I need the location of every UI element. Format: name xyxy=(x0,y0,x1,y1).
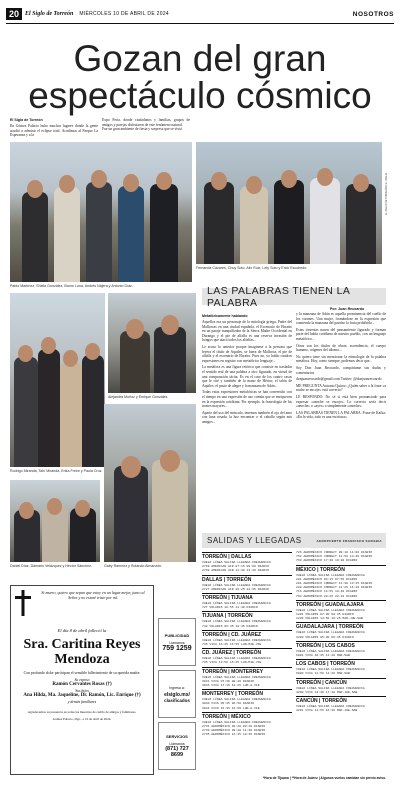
flight-route-heading: MONTERREY | TORREÓN xyxy=(202,689,292,697)
flight-route-heading: GUADALAJARA | TORREÓN xyxy=(296,622,386,630)
ad2-line1: elsiglo.mx/ xyxy=(164,691,190,698)
article-col2-p2: Fue un gran ambiente de fiesta y sorpresa que se vivió. xyxy=(102,127,183,132)
flight-route-heading: TORREÓN | DALLAS xyxy=(202,552,292,560)
article-col2 xyxy=(102,118,190,132)
flight-row: VUELO LÍNEA SALIDA LLEGADA FRECUENCIA xyxy=(202,719,271,724)
flight-row: 742 VOLARIS 06:45 10:45 DIARIO xyxy=(202,623,258,628)
caption-top-right: Fernanda Cázares, Chuy Soto, Alix Ruiz, Lety Soto y Erick Escobedo. xyxy=(196,266,308,270)
column-p13: LAS PALABRAS TIENEN LA PALABRA. Frase de Kafka: «En la vida, todo es una escritura» xyxy=(296,410,386,420)
caption-mid-right: Alejandra Muñoz y Enrique González. xyxy=(108,395,169,399)
column-banner: LAS PALABRAS TIENEN LA PALABRA xyxy=(202,288,386,305)
section-name: NOSOTROS xyxy=(352,10,394,18)
column-p6: y la manzana de Adán es aquella prominencia del cuello de los varones. Una mujer, formándose en la expresión que comiendo la manzana del paraíso la fruta prohibida... xyxy=(296,312,386,326)
flight-row: 735 VIVA 13:50 15:25 LUN-MIE-VIE xyxy=(202,660,262,665)
column-right xyxy=(296,312,386,420)
caption-left-column: Rodrigo Miranda, Tahí Miranda, Erika Freire y Paola Cruz. xyxy=(10,469,103,473)
flight-row: 2769 AMERICAN AIR 11:30 13:10 DIARIO xyxy=(202,568,269,573)
flight-row: 3040 VIVA 05:35 06:50 DIARIO xyxy=(202,701,254,706)
flights-source: AEROPUERTO FRANCISCO SARABIA xyxy=(316,538,382,543)
obituary-text4: Sus hijos xyxy=(75,689,89,693)
flights-left-column xyxy=(202,550,292,772)
flight-row: 784 AEROMÉXICO 20:25 22:10 DIARIO xyxy=(296,593,358,598)
column-email[interactable]: donjuanrecoardo@gmail.com Twitter: @donjuanrecoardo xyxy=(296,377,382,382)
flight-row: VUELO LÍNEA SALIDA LLEGADA FRECUENCIA xyxy=(202,582,271,587)
page-header xyxy=(6,6,394,22)
flight-route-heading: TORREÓN | CANCÚN xyxy=(296,678,386,686)
flight-row: 288 AEROMÉXICO CONNECT 14:25 16:10 DIARIO xyxy=(296,585,373,590)
ad1-line1: Llámanos xyxy=(169,640,185,645)
flight-row: 6080 VIVA 11:50 14:20 MAR-SAB xyxy=(296,671,350,676)
obituary-notice xyxy=(10,585,154,775)
flight-row: VUELO LÍNEA SALIDA LLEGADA FRECUENCIA xyxy=(296,685,365,690)
column-left xyxy=(202,320,292,424)
flight-row: 6081 VIVA 10:35 11:10 MAR-SAB xyxy=(296,653,350,658)
flight-route-heading: TORREÓN | CD. JUÁREZ xyxy=(202,630,292,638)
obituary-text6: y demás familiares xyxy=(67,700,97,704)
flights-right-column xyxy=(296,550,386,772)
article-col2-p1: Expo Feria, donde ciudadanos y familias, grupos de amigos y parejas disfrutaron de este fenómeno natural. xyxy=(102,118,190,127)
flight-row: VUELO LÍNEA SALIDA LLEGADA FRECUENCIA xyxy=(202,619,271,624)
masthead: El Siglo de Torreón xyxy=(25,11,74,17)
flight-route-heading: TIJUANA | TORREÓN xyxy=(202,611,292,619)
obituary-text5: Ana Hilda, Ma. Jaqueline, Dr. Ramón, Lic. Enrique (†) xyxy=(23,693,141,698)
headline: Gozan del gran espectáculo cósmico xyxy=(28,38,372,116)
obituary-quote: Si muero, quiero que sepan que estoy en un lugar mejor, junto al Señor y no estaré triste por mí. xyxy=(41,590,145,600)
column-p9: No quiero irme sin mencionar la etimología de la palabra metáfora. Hoy, como siempre, podemos decir que... xyxy=(296,354,386,364)
flight-row: VUELO LÍNEA SALIDA LLEGADA FRECUENCIA xyxy=(202,637,271,642)
photo-group-2 xyxy=(196,142,382,264)
column-p7: Estas travesías nacen del pensamiento figurado y forman parte del habla cotidiana de nuestro pueblo, con un lenguaje metafórico... xyxy=(296,327,386,341)
column-p11: ME PREGUNTA Antonio Quiroz: ¿Quién saber o la frase «a nuche se encoje» está correcto? xyxy=(296,383,386,393)
flight-row: VUELO LÍNEA SALIDA LLEGADA FRECUENCIA xyxy=(296,607,365,612)
ad2-line2: clasificados xyxy=(164,697,190,703)
photo-group-6 xyxy=(104,404,196,562)
flight-route-heading: TORREÓN | MONTERREY xyxy=(202,667,292,675)
flight-row: 2733 AEROMÉXICO 09:40 11:30 DIARIO xyxy=(202,728,266,733)
caption-bottom-left: Daniel Díaz, Dámaris Velázquez y Héctor Sánchez. xyxy=(10,564,92,568)
flight-row: 4291 VIVA 14:55 16:30 MAR-JUE-SAB xyxy=(296,708,358,713)
flight-route-heading: MÉXICO | TORREÓN xyxy=(296,565,386,573)
flight-row: 2769 AMERICAN AIR 07:15 09:00 DIARIO xyxy=(202,564,269,569)
flight-row: 763 AEROMÉXICO 17:30 19:20 DIARIO xyxy=(296,558,358,563)
column-p10: Soy Don Juan Recoardo, compártame sus dudas y comentarios. xyxy=(296,365,386,375)
flight-row: VUELO LÍNEA SALIDA LLEGADA FRECUENCIA xyxy=(202,697,271,702)
photo-group-3 xyxy=(10,293,105,467)
flight-route-heading: TORREÓN | LOS CABOS xyxy=(296,641,386,649)
flight-row: 2731 AEROMÉXICO 06:20 08:10 DIARIO xyxy=(202,724,266,729)
flight-row: 3041 VIVA 07:30 08:40 DIARIO xyxy=(202,678,254,683)
ad1-phone: 759 1259 xyxy=(162,644,192,652)
flight-route-heading: LOS CABOS | TORREÓN xyxy=(296,659,386,667)
flight-row: 3044 VIVA 15:35 16:50 LUN-A-VIE xyxy=(202,705,260,710)
obituary-text3: Ramón Cervantes Rosas (†) xyxy=(52,682,112,687)
flight-row: VUELO LÍNEA SALIDA LLEGADA FRECUENCIA xyxy=(202,601,271,606)
column-p5: Aparte del uso del músculo, tenemos también el ojo del amo con luna rosada, la hoz encontrar o el caballo según mis amigos... xyxy=(202,410,292,424)
flight-row: 726 AEROMÉXICO CONNECT 09:10 11:00 DIARIO xyxy=(296,550,373,554)
ad-publicidad[interactable] xyxy=(158,618,196,666)
ad3-phone: (871) 727 8699 xyxy=(165,746,189,758)
ad3-line1: Llámanos xyxy=(169,742,185,746)
flight-row: VUELO LÍNEA SALIDA LLEGADA FRECUENCIA xyxy=(296,572,365,577)
flight-route-heading: TORREÓN | TIJUANA xyxy=(202,593,292,601)
flight-row: 2727 AMERICAN AIR 20:25 22:35 DIARIO xyxy=(202,586,269,591)
article-col1: En Gómez Palacio hubo muchos lugares donde la gente acudió a admirar el eclipse total. Acudimos al Parque La Esperanza y a la xyxy=(10,124,98,138)
obituary-text1: Con profundo dolor participan el sensible fallecimiento de su querida madre. xyxy=(23,671,141,675)
page-date: MIÉRCOLES 10 DE ABRIL DE 2024 xyxy=(79,11,169,17)
obituary-text8: Gómez Palacio, Dgo., a 10 de abril de 2024. xyxy=(52,717,112,721)
column-author: Por: Juan Recoardo xyxy=(330,307,365,311)
cross-icon xyxy=(15,590,31,616)
flight-row: VUELO LÍNEA SALIDA LLEGADA FRECUENCIA xyxy=(202,560,271,564)
flight-route-heading: TORREÓN | MÉXICO xyxy=(202,712,292,720)
flight-row: 716 AEROMÉXICO 16:55 18:40 DIARIO xyxy=(296,589,358,594)
flight-row: VUELO LÍNEA SALIDA LLEGADA FRECUENCIA xyxy=(296,630,365,635)
flights-banner xyxy=(202,533,386,548)
flight-row: 1283 VOLARIS 14:50 16:25 MAR-JUE-SAB xyxy=(296,616,363,621)
photo-credit: EL SIGLO DE TORREÓN / EL SIGLO xyxy=(385,173,388,215)
flight-route-heading: TORREÓN | GUADALAJARA xyxy=(296,600,386,608)
flight-row: 727 VOLARIS 10:55 11:40 DIARIO xyxy=(202,605,258,610)
flight-row: 1281 VOLARIS 07:00 08:35 DIARIO xyxy=(296,612,354,617)
flight-route-heading: DALLAS | TORREÓN xyxy=(202,575,292,583)
flight-row: 3045 VIVA 17:15 18:25 LUN-A-VIE xyxy=(202,683,260,688)
flight-row: 281 AEROMÉXICO 06:15 07:55 DIARIO xyxy=(296,576,358,581)
flight-row: VUELO LÍNEA SALIDA LLEGADA FRECUENCIA xyxy=(296,704,365,709)
caption-bottom-mid: Gaby Ramírez y Rolando Almanzón. xyxy=(104,564,163,568)
obituary-text7: Agradecemos su presencia en todas las muestras de cariño de amigos y familiares. xyxy=(27,710,137,714)
column-p1: Aquellos era un personaje de la mitología griega. Padre del Mallorcas en una ciudad española, el Escenario de Ebratto en un paraje tranquilizaba de la Sierra Madre Occidental en Durango y el pie de alfalfa es una reserva invasión de hongos que atacó todos los alfalfas... xyxy=(202,320,292,343)
obituary-intro: El día 8 de abril falleció la xyxy=(57,628,107,633)
obituary-text2: Su esposo xyxy=(74,678,90,682)
ad1-title: PUBLICIDAD xyxy=(164,632,190,638)
flights-title: SALIDAS Y LLEGADAS xyxy=(207,536,302,545)
column-p12: LE RESPONDO: No sé si está bien pronunciado para expresar «anoche se encoje». Lo correcto sería decir «anoche» o «ayer» o simplemente «anoche». xyxy=(296,394,386,409)
caption-top-left: Pablo Martínez, Sheila González, Bruno Luna, Andrés Nájera y Antonio Díaz. xyxy=(10,284,133,288)
flight-row: 736 VIVA 16:25 16:55 LUN-MIE-VIE xyxy=(202,642,262,647)
column-p3: La metáfora es una figura retórica que consiste en trasladar el sentido real de una palabra a otro figurado, en virtud de una comparación tácita. Es en el caso de los cuatro casos que le cité y también de la mano de Héctor, el talón de Aquiles: el pasto de alegre y la manzana de Adán... xyxy=(202,365,292,388)
header-rule xyxy=(6,23,394,24)
flight-row: VUELO LÍNEA SALIDA LLEGADA FRECUENCIA xyxy=(296,667,365,672)
flight-row: VUELO LÍNEA SALIDA LLEGADA FRECUENCIA xyxy=(202,656,271,661)
flight-row: VUELO LÍNEA SALIDA LLEGADA FRECUENCIA xyxy=(296,648,365,653)
obituary-name: Sra. Caritina Reyes Mendoza xyxy=(23,637,141,667)
ad3-title: SERVICIOS xyxy=(166,734,188,739)
column-subhead: Metafóricamente hablando xyxy=(202,314,248,318)
photo-group-1 xyxy=(10,142,192,282)
flight-route-heading: CANCÚN | TORREÓN xyxy=(296,696,386,704)
flight-row: 2735 AEROMÉXICO 16:45 18:35 DIARIO xyxy=(202,732,266,737)
flight-row: 4290 VIVA 13:40 17:10 MAR-JUE-SAB xyxy=(296,689,358,694)
column-p8: Otros son los títulos de obras: ascendencia, el cuerpo humano, orígenes del idioma... xyxy=(296,343,386,353)
ad-clasificados[interactable] xyxy=(158,670,196,718)
byline: El Siglo de Torreón xyxy=(10,118,43,122)
photo-group-5 xyxy=(10,480,100,562)
flight-row: VUELO LÍNEA SALIDA LLEGADA FRECUENCIA xyxy=(202,674,271,679)
column-p2: Le acuso lo anterior porque imaginese a la persona que leyera el título de Aquiles, se fuera de Mallorca, el pie de alfalfa y el escenario de Ebratto. Pues no, yo hablo cuadros expresiones en registro con metafórico lenguaje... xyxy=(202,344,292,363)
column-p4: Todas estas expresiones metafóricas se han convertido con el tiempo en una expresión de uso común que se enriquecen en la expresión cotidiana. Por ejemplo, la fraseología de los trastes mayores... xyxy=(202,390,292,409)
flight-route-heading: CD. JUÁREZ | TORREÓN xyxy=(202,648,292,656)
page-number: 20 xyxy=(6,8,22,20)
flight-row: 281 AEROMÉXICO CONNECT 11:30 13:15 DIARIO xyxy=(296,581,373,586)
ad2-title: Ingresa a: xyxy=(169,685,185,690)
flight-row: 1280 VOLARIS 05:00 06:35 DIARIO xyxy=(296,634,354,639)
ad-servicios[interactable] xyxy=(158,722,196,770)
flight-row: 752 AEROMÉXICO CONNECT 12:58 14:40 DIARIO xyxy=(296,554,373,559)
photo-group-4 xyxy=(108,293,196,393)
flights-footnote: *Hora de Tijuana | **Hora de Juárez | Algunos vuelos cambian sin previo aviso. xyxy=(262,776,386,780)
